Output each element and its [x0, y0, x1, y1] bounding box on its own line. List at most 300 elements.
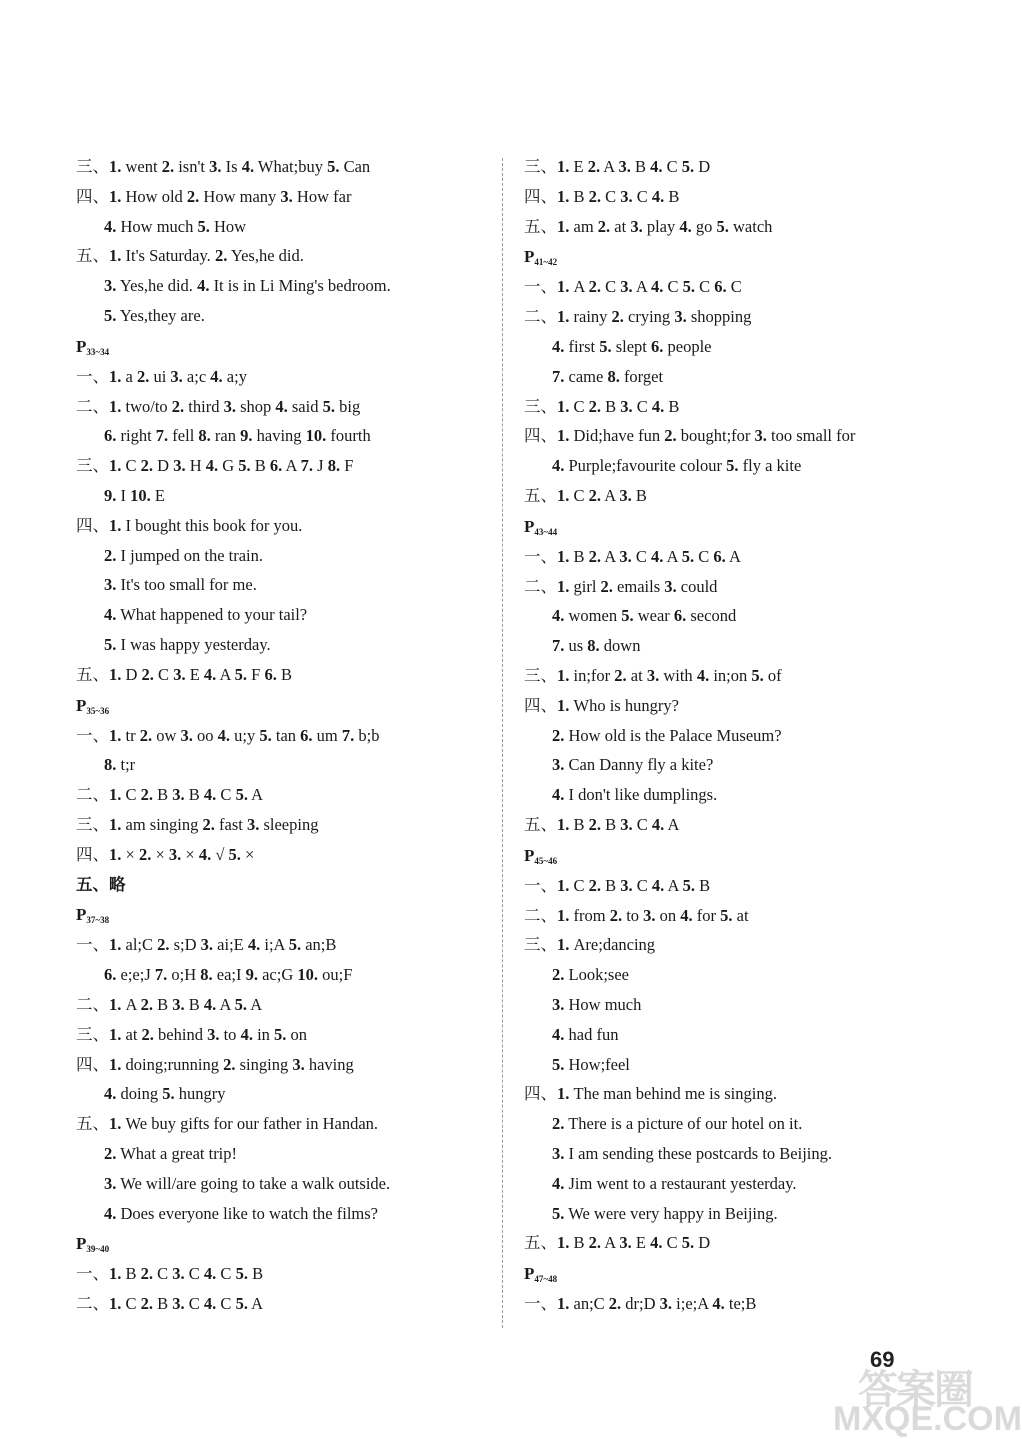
item-number: 1.	[557, 485, 570, 505]
item-number: 1.	[109, 814, 122, 834]
answer-text: There is a picture of our hotel on it.	[564, 1114, 803, 1134]
item-number: 5.	[681, 157, 695, 176]
answer-text: C	[216, 785, 236, 805]
answer-text: D	[121, 664, 142, 684]
answer-text: Yes,he did.	[116, 276, 198, 296]
item-number: 2.	[223, 1054, 236, 1074]
item-number: 5.	[235, 785, 248, 805]
item-number: 2.	[552, 1114, 565, 1134]
answer-text: C	[121, 785, 141, 805]
item-number: 2.	[140, 1294, 154, 1314]
answer-text: in;for	[569, 665, 615, 685]
item-number: 4.	[197, 276, 210, 296]
answer-text: 一、	[76, 725, 109, 745]
item-number: 4.	[205, 456, 219, 476]
item-number: 6.	[104, 426, 117, 446]
answer-text: What;buy	[254, 157, 328, 176]
page-range-numbers: 33~34	[86, 346, 110, 357]
answer-text: Does everyone like to watch the films?	[116, 1203, 378, 1223]
item-number: 5.	[621, 606, 634, 626]
item-number: 2.	[611, 307, 624, 327]
watermark-logo: 答案圈	[858, 1368, 972, 1412]
item-number: 3.	[552, 755, 565, 775]
item-number: 5.	[682, 277, 696, 297]
answer-text: It is in Li Ming's bedroom.	[209, 276, 391, 296]
item-number: 3.	[104, 276, 117, 296]
answer-text: am	[569, 216, 598, 236]
answer-line	[76, 1050, 486, 1080]
answer-text: to	[219, 1024, 241, 1044]
item-number: 2.	[139, 725, 153, 745]
item-number: 4.	[651, 814, 665, 834]
answer-text: I	[116, 485, 131, 505]
answer-text: doing	[116, 1084, 163, 1104]
item-number: 3.	[620, 875, 633, 895]
answer-text: B	[569, 1233, 589, 1253]
item-number: 5.	[288, 935, 302, 955]
item-number: 3.	[664, 576, 677, 596]
answer-line	[524, 392, 964, 422]
answer-text: i;A	[260, 935, 289, 955]
item-number: 1.	[109, 725, 122, 745]
answer-text: ea;I	[212, 965, 246, 985]
answer-text: watch	[728, 216, 773, 236]
answer-line	[76, 451, 486, 481]
item-number: 5.	[327, 157, 340, 176]
answer-text: 五、	[524, 814, 557, 834]
answer-text: 三、	[76, 814, 109, 834]
answer-text: B	[276, 664, 292, 684]
watermark-url: MXQE.COM	[833, 1400, 1022, 1438]
item-number: 5.	[682, 875, 696, 895]
page-range-heading	[524, 840, 964, 871]
item-number: 7.	[155, 426, 169, 446]
item-number: 4.	[104, 1203, 117, 1223]
page-range-heading	[524, 511, 964, 542]
item-number: 4.	[712, 1294, 725, 1314]
answer-text: 二、	[76, 994, 109, 1014]
answer-line	[524, 451, 964, 481]
item-number: 1.	[109, 366, 122, 386]
answer-text: 二、	[524, 905, 557, 925]
answer-column-right	[524, 152, 964, 1319]
answer-line	[76, 660, 486, 690]
item-number: 4.	[552, 456, 565, 476]
page-range-numbers: 37~38	[86, 915, 110, 926]
item-number: 4.	[203, 664, 217, 684]
answer-text: Yes,he did.	[227, 246, 304, 266]
answer-line	[76, 870, 486, 900]
answer-text: 二、	[76, 396, 109, 416]
answer-text: C	[726, 277, 742, 297]
answer-text: 四、	[524, 695, 557, 715]
item-number: 4.	[210, 366, 223, 386]
answer-text: singing	[235, 1054, 293, 1074]
answer-text: oo	[192, 725, 218, 745]
answer-line	[524, 362, 964, 392]
item-number: 3.	[104, 575, 117, 595]
item-number: 1.	[557, 396, 570, 416]
answer-text: doing;running	[121, 1054, 224, 1074]
answer-text: too small for	[766, 426, 856, 446]
answer-line	[524, 542, 964, 572]
item-number: 3.	[246, 814, 260, 834]
item-number: 1.	[557, 426, 570, 446]
answer-text: t;r	[116, 755, 136, 775]
item-number: 3.	[292, 1054, 305, 1074]
answer-text: ×	[240, 844, 255, 864]
answer-line	[524, 332, 964, 362]
answer-line	[524, 901, 964, 931]
answer-text: right	[116, 426, 156, 446]
answer-text: of	[763, 665, 782, 685]
answer-line	[76, 511, 486, 541]
item-number: 1.	[557, 905, 570, 925]
answer-text: sleeping	[259, 814, 319, 834]
answer-text: I was happy yesterday.	[116, 634, 271, 654]
answer-text: √	[211, 844, 229, 864]
answer-text: fly a kite	[738, 456, 802, 476]
page-range-numbers: 43~44	[534, 526, 558, 537]
answer-line	[524, 1139, 964, 1169]
item-number: 10.	[130, 485, 151, 505]
answer-text: 一、	[524, 277, 557, 297]
page-range-numbers: 41~42	[534, 257, 558, 268]
item-number: 2.	[600, 576, 613, 596]
answer-line	[76, 541, 486, 571]
item-number: 2.	[608, 1294, 622, 1314]
answer-text: J	[313, 456, 328, 476]
item-number: 3.	[172, 785, 185, 805]
item-number: 3.	[172, 994, 185, 1014]
answer-text: C	[121, 456, 141, 476]
answer-text: How much	[116, 216, 198, 236]
item-number: 4.	[650, 1233, 663, 1253]
answer-line	[524, 1109, 964, 1139]
answer-text: 一、	[76, 1264, 109, 1284]
answer-line	[524, 152, 964, 182]
answer-text: C	[663, 277, 683, 297]
item-number: 4.	[241, 157, 255, 176]
column-divider	[502, 158, 503, 1328]
answer-line	[524, 721, 964, 751]
item-number: 5.	[274, 1024, 287, 1044]
answer-line	[76, 421, 486, 451]
answer-text: third	[184, 396, 224, 416]
answer-text: A	[216, 994, 235, 1014]
item-number: 1.	[557, 665, 570, 685]
item-number: 5.	[552, 1203, 565, 1223]
answer-text: behind	[153, 1024, 208, 1044]
item-number: 5.	[259, 725, 272, 745]
answer-text: big	[334, 396, 361, 416]
item-number: 3.	[620, 277, 633, 297]
item-number: 5.	[235, 1294, 248, 1314]
item-number: 1.	[109, 1024, 122, 1044]
answer-text: B	[664, 396, 680, 416]
answer-column-left	[76, 152, 486, 1319]
answer-text: in;on	[709, 665, 752, 685]
item-number: 8.	[104, 755, 117, 775]
answer-text: C	[632, 875, 652, 895]
answer-text: fourth	[326, 426, 371, 446]
item-number: 4.	[552, 785, 565, 805]
answer-text: um	[312, 725, 342, 745]
answer-line	[524, 1020, 964, 1050]
item-number: 1.	[109, 456, 122, 476]
answer-text: Are;dancing	[569, 935, 656, 955]
item-number: 5.	[599, 336, 612, 356]
answer-text: B	[569, 814, 589, 834]
answer-text: dr;D	[621, 1294, 660, 1314]
answer-text: B	[601, 396, 621, 416]
answer-text: said	[287, 396, 323, 416]
answer-text: B	[184, 994, 204, 1014]
answer-text: o;H	[167, 965, 201, 985]
answer-text: 四、	[76, 515, 109, 535]
item-number: 1.	[109, 1294, 122, 1314]
item-number: 1.	[109, 157, 122, 176]
item-number: 1.	[557, 814, 570, 834]
answer-line	[76, 362, 486, 392]
item-number: 1.	[109, 515, 122, 535]
page-range-letter: P	[524, 516, 535, 536]
answer-text: 二、	[76, 785, 109, 805]
item-number: 2.	[140, 1264, 154, 1284]
answer-line	[524, 930, 964, 960]
answer-line	[524, 1169, 964, 1199]
answer-text: Can	[339, 157, 371, 176]
answer-text: B	[250, 456, 270, 476]
item-number: 3.	[172, 1294, 185, 1314]
answer-text: am singing	[121, 814, 203, 834]
answer-text: 五、	[524, 485, 557, 505]
answer-text: an;B	[301, 935, 337, 955]
answer-text: A	[664, 814, 680, 834]
item-number: 6.	[651, 336, 664, 356]
item-number: 4.	[104, 605, 117, 625]
answer-text: 四、	[76, 1054, 109, 1074]
item-number: 9.	[245, 965, 258, 985]
answer-line	[76, 780, 486, 810]
answer-text: B	[601, 814, 621, 834]
item-number: 2.	[141, 664, 154, 684]
answer-text: could	[676, 576, 718, 596]
answer-text: isn't	[174, 157, 210, 176]
item-number: 4.	[240, 1024, 253, 1044]
item-number: 3.	[619, 1233, 632, 1253]
answer-text: What a great trip!	[116, 1143, 238, 1163]
answer-text: H	[185, 456, 206, 476]
item-number: 3.	[620, 396, 633, 416]
item-number: 5.	[235, 1264, 248, 1284]
item-number: 4.	[552, 1173, 565, 1193]
answer-text: C	[153, 664, 174, 684]
item-number: 7.	[552, 366, 565, 386]
item-number: 3.	[630, 216, 643, 236]
answer-text: 三、	[76, 157, 109, 176]
page-range-heading	[76, 690, 486, 721]
page-range-letter: P	[76, 695, 87, 715]
answer-line	[76, 1020, 486, 1050]
answer-text: B	[247, 1264, 264, 1284]
answer-line	[524, 601, 964, 631]
item-number: 4.	[651, 186, 665, 206]
page-range-heading	[76, 899, 486, 930]
answer-line	[76, 271, 486, 301]
answer-text: B	[631, 485, 647, 505]
answer-text: 三、	[524, 396, 557, 416]
item-number: 5.	[197, 216, 210, 236]
answer-text: B	[695, 875, 711, 895]
answer-text: C	[632, 814, 652, 834]
item-number: 1.	[557, 307, 570, 327]
item-number: 2.	[609, 905, 623, 925]
item-number: 1.	[109, 664, 122, 684]
answer-text: ×	[181, 844, 199, 864]
item-number: 1.	[557, 695, 570, 715]
item-number: 6.	[300, 725, 313, 745]
answer-text: ui	[149, 366, 171, 386]
answer-text: tr	[121, 725, 140, 745]
answer-line	[524, 691, 964, 721]
page-range-letter: P	[524, 247, 535, 267]
answer-text: A	[247, 785, 264, 805]
answer-text: C	[216, 1294, 236, 1314]
answer-text: 五、	[524, 1233, 557, 1253]
answer-line	[76, 301, 486, 331]
answer-text: F	[247, 664, 265, 684]
item-number: 5.	[552, 1054, 565, 1074]
answer-text: B	[153, 1294, 173, 1314]
answer-text: with	[659, 665, 697, 685]
answer-text: I bought this book for you.	[121, 515, 303, 535]
item-number: 4.	[696, 665, 710, 685]
item-number: 6.	[269, 456, 283, 476]
item-number: 2.	[664, 426, 677, 446]
answer-text: from	[569, 905, 610, 925]
answer-text: E	[150, 485, 165, 505]
answer-text: ai;E	[213, 935, 248, 955]
page-range-letter: P	[76, 336, 87, 356]
answer-line	[76, 1289, 486, 1319]
item-number: 3.	[646, 665, 660, 685]
answer-text: C	[694, 546, 714, 566]
item-number: 4.	[651, 875, 665, 895]
answer-text: go	[691, 216, 717, 236]
answer-text: A	[725, 546, 741, 566]
item-number: 5.	[238, 456, 251, 476]
answer-text: B	[121, 1264, 141, 1284]
item-number: 2.	[597, 216, 611, 236]
answer-text: Did;have fun	[569, 426, 665, 446]
item-number: 2.	[588, 875, 602, 895]
item-number: 2.	[186, 186, 200, 206]
item-number: 1.	[109, 396, 122, 416]
item-number: 4.	[275, 396, 288, 416]
answer-text: 五、	[524, 216, 557, 236]
answer-line	[76, 241, 486, 271]
item-number: 3.	[180, 725, 193, 745]
item-number: 4.	[247, 935, 261, 955]
item-number: 7.	[300, 456, 314, 476]
answer-text: in	[252, 1024, 275, 1044]
answer-text: shopping	[686, 307, 752, 327]
answer-text: A	[664, 875, 683, 895]
page-number: 69	[870, 1347, 895, 1372]
answer-line	[524, 1050, 964, 1080]
item-number: 2.	[141, 1024, 154, 1044]
answer-text: te;B	[724, 1294, 757, 1314]
answer-text: C	[153, 1264, 173, 1284]
answer-text: A	[663, 546, 682, 566]
item-number: 2.	[552, 965, 565, 985]
answer-text: 二、	[76, 1294, 109, 1314]
item-number: 3.	[209, 157, 222, 176]
answer-text: B	[153, 785, 173, 805]
answer-text: It's too small for me.	[116, 575, 257, 595]
answer-text: C	[121, 1294, 141, 1314]
answer-line	[524, 750, 964, 780]
item-number: 3.	[619, 485, 632, 505]
answer-text: 三、	[76, 1024, 109, 1044]
answer-text: forget	[619, 366, 664, 386]
answer-text: al;C	[121, 935, 158, 955]
answer-text: 一、	[524, 875, 557, 895]
page-range-letter: P	[524, 1264, 535, 1284]
item-number: 3.	[173, 664, 186, 684]
answer-text: rainy	[569, 307, 612, 327]
answer-line	[524, 631, 964, 661]
answer-text: 一、	[76, 366, 109, 386]
answer-text: 四、	[76, 186, 109, 206]
item-number: 3.	[207, 1024, 220, 1044]
page-range-numbers: 39~40	[86, 1244, 110, 1255]
item-number: 2.	[614, 665, 627, 685]
item-number: 4.	[552, 1024, 565, 1044]
answer-text: A	[282, 456, 301, 476]
answer-text: girl	[569, 576, 601, 596]
answer-text: 四、	[76, 844, 109, 864]
item-number: 1.	[557, 1233, 570, 1253]
item-number: 4.	[203, 994, 217, 1014]
answer-text: hungry	[174, 1084, 226, 1104]
answer-text: on	[655, 905, 681, 925]
answer-text: How	[209, 216, 247, 236]
answer-text: E	[631, 1233, 651, 1253]
answer-text: Is	[221, 157, 242, 176]
item-number: 1.	[557, 1084, 570, 1104]
answer-text: F	[340, 456, 354, 476]
item-number: 3.	[552, 1143, 565, 1163]
answer-text: How far	[292, 186, 352, 206]
item-number: 1.	[109, 935, 122, 955]
answer-line	[524, 990, 964, 1020]
answer-line	[76, 930, 486, 960]
answer-text: How;feel	[564, 1054, 630, 1074]
item-number: 8.	[200, 965, 213, 985]
answer-text: having	[252, 426, 306, 446]
item-number: 10.	[297, 965, 319, 985]
item-number: 1.	[109, 1054, 122, 1074]
item-number: 3.	[170, 366, 183, 386]
answer-text: D	[694, 1233, 711, 1253]
answer-line	[76, 1169, 486, 1199]
item-number: 4.	[203, 1294, 217, 1314]
answer-text: down	[599, 636, 641, 656]
answer-line	[524, 810, 964, 840]
item-number: 2.	[588, 277, 602, 297]
